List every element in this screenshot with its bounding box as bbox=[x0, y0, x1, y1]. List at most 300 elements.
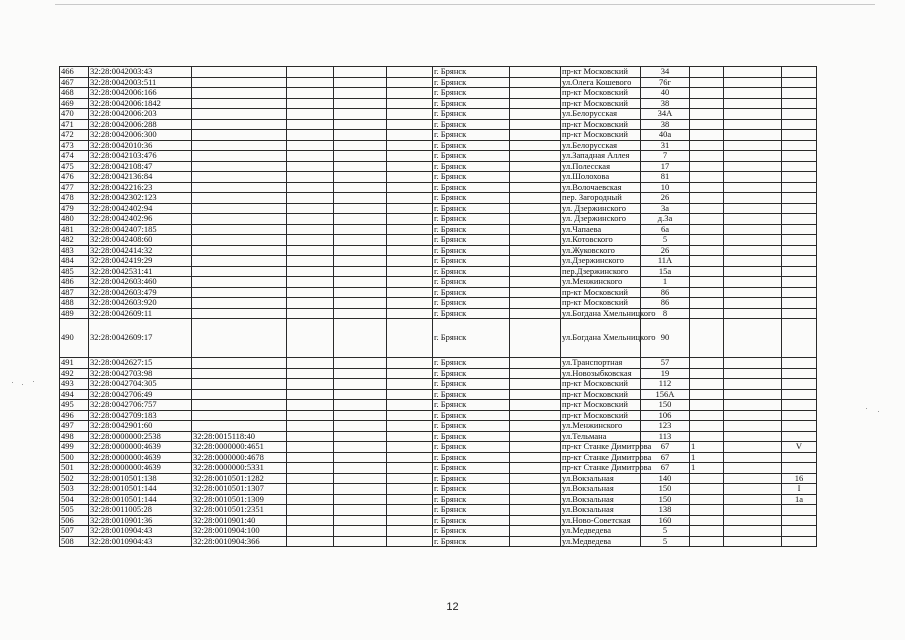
empty-cell bbox=[724, 109, 782, 120]
table-body bbox=[60, 67, 817, 547]
table-row bbox=[60, 442, 817, 453]
street-cell: пр-кт Станке Димитрова bbox=[562, 451, 652, 462]
empty-cell bbox=[724, 161, 782, 172]
city-cell: г. Брянск bbox=[433, 442, 510, 453]
empty-cell bbox=[724, 256, 782, 267]
table-row bbox=[60, 287, 817, 298]
apartment-cell bbox=[782, 400, 817, 411]
building-cell bbox=[690, 266, 724, 277]
table-row bbox=[60, 109, 817, 120]
apartment-cell: 1а bbox=[782, 494, 817, 505]
empty-cell bbox=[510, 67, 561, 78]
row-number-cell: 495 bbox=[60, 400, 89, 411]
city-cell: г. Брянск bbox=[433, 109, 510, 120]
street-cell: ул.Вокзальная bbox=[561, 505, 641, 516]
apartment-cell bbox=[782, 431, 817, 442]
empty-cell bbox=[724, 130, 782, 141]
empty-cell bbox=[334, 214, 387, 225]
empty-cell bbox=[334, 151, 387, 162]
empty-cell bbox=[287, 526, 334, 537]
table-row bbox=[60, 224, 817, 235]
city-cell: г. Брянск bbox=[433, 368, 510, 379]
table-row bbox=[60, 484, 817, 495]
cadastral-number-cell: 32:28:0042407:185 bbox=[89, 224, 192, 235]
parent-cadastral-number-cell bbox=[192, 256, 287, 267]
empty-cell bbox=[724, 67, 782, 78]
street-cell: ул.Чапаева bbox=[561, 224, 641, 235]
street-cell: пр-кт Московский bbox=[561, 88, 641, 99]
empty-cell bbox=[510, 109, 561, 120]
empty-cell bbox=[724, 308, 782, 319]
empty-cell bbox=[510, 203, 561, 214]
cadastral-number-cell: 32:28:0042010:36 bbox=[89, 140, 192, 151]
row-number-cell: 499 bbox=[60, 442, 89, 453]
apartment-cell bbox=[782, 203, 817, 214]
row-number-cell: 500 bbox=[60, 452, 89, 463]
city-cell: г. Брянск bbox=[433, 266, 510, 277]
empty-cell bbox=[387, 526, 433, 537]
empty-cell bbox=[387, 442, 433, 453]
table-row bbox=[60, 463, 817, 474]
street-cell: ул.Богдана Хмельницкого bbox=[562, 307, 656, 318]
house-number-cell: 7 bbox=[641, 151, 690, 162]
empty-cell bbox=[287, 505, 334, 516]
empty-cell bbox=[387, 505, 433, 516]
empty-cell bbox=[510, 235, 561, 246]
parent-cadastral-number-cell bbox=[192, 182, 287, 193]
apartment-cell bbox=[782, 319, 817, 358]
empty-cell bbox=[724, 505, 782, 516]
house-number-cell: 123 bbox=[641, 421, 690, 432]
empty-cell bbox=[287, 214, 334, 225]
empty-cell bbox=[724, 319, 782, 358]
house-number-cell: 5 bbox=[641, 235, 690, 246]
city-cell: г. Брянск bbox=[433, 298, 510, 309]
cadastral-number-cell: 32:28:0042108:47 bbox=[89, 161, 192, 172]
empty-cell bbox=[387, 130, 433, 141]
empty-cell bbox=[334, 379, 387, 390]
empty-cell bbox=[387, 203, 433, 214]
empty-cell bbox=[287, 172, 334, 183]
building-cell bbox=[690, 410, 724, 421]
city-cell: г. Брянск bbox=[433, 400, 510, 411]
street-cell: ул.Дзержинского bbox=[561, 256, 641, 267]
empty-cell bbox=[510, 358, 561, 369]
row-number-cell: 486 bbox=[60, 277, 89, 288]
apartment-cell bbox=[782, 368, 817, 379]
building-cell bbox=[690, 308, 724, 319]
street-cell: ул.Жуковского bbox=[561, 245, 641, 256]
empty-cell bbox=[387, 119, 433, 130]
city-cell: г. Брянск bbox=[433, 358, 510, 369]
apartment-cell bbox=[782, 505, 817, 516]
empty-cell bbox=[510, 536, 561, 547]
table-row bbox=[60, 421, 817, 432]
cadastral-number-cell: 32:28:0042006:300 bbox=[89, 130, 192, 141]
empty-cell bbox=[387, 161, 433, 172]
empty-cell bbox=[510, 389, 561, 400]
city-cell: г. Брянск bbox=[433, 98, 510, 109]
table-row bbox=[60, 308, 817, 319]
building-cell bbox=[690, 400, 724, 411]
empty-cell bbox=[510, 287, 561, 298]
empty-cell bbox=[387, 140, 433, 151]
empty-cell bbox=[724, 442, 782, 453]
street-cell: ул. Дзержинского bbox=[561, 214, 641, 225]
parent-cadastral-number-cell bbox=[192, 319, 287, 358]
empty-cell bbox=[287, 98, 334, 109]
street-cell: ул.Тельмана bbox=[561, 431, 641, 442]
apartment-cell bbox=[782, 452, 817, 463]
empty-cell bbox=[334, 494, 387, 505]
house-number-cell: 26 bbox=[641, 193, 690, 204]
cadastral-number-cell: 32:28:0042408:60 bbox=[89, 235, 192, 246]
parent-cadastral-number-cell bbox=[192, 298, 287, 309]
empty-cell bbox=[724, 298, 782, 309]
cadastral-number-cell: 32:28:0000000:4639 bbox=[89, 452, 192, 463]
empty-cell bbox=[287, 452, 334, 463]
table-row bbox=[60, 193, 817, 204]
table-row bbox=[60, 245, 817, 256]
empty-cell bbox=[334, 473, 387, 484]
house-number-cell: 67 bbox=[641, 463, 690, 474]
row-number-cell: 487 bbox=[60, 287, 89, 298]
apartment-cell bbox=[782, 224, 817, 235]
cadastral-number-cell: 32:28:0000000:4639 bbox=[89, 463, 192, 474]
parent-cadastral-number-cell bbox=[192, 358, 287, 369]
city-cell: г. Брянск bbox=[433, 67, 510, 78]
house-number-cell: 1 bbox=[641, 277, 690, 288]
house-number-cell: 8 bbox=[641, 308, 690, 319]
parent-cadastral-number-cell: 32:28:0015118:40 bbox=[192, 431, 287, 442]
empty-cell bbox=[287, 235, 334, 246]
apartment-cell bbox=[782, 421, 817, 432]
parent-cadastral-number-cell bbox=[192, 308, 287, 319]
house-number-cell: 10 bbox=[641, 182, 690, 193]
street-cell: ул.Волочаевская bbox=[561, 182, 641, 193]
empty-cell bbox=[387, 77, 433, 88]
street-cell: пр-кт Московский bbox=[561, 98, 641, 109]
cadastral-number-cell: 32:28:0000000:2538 bbox=[89, 431, 192, 442]
empty-cell bbox=[387, 98, 433, 109]
apartment-cell bbox=[782, 182, 817, 193]
street-cell: ул.Медведева bbox=[561, 536, 641, 547]
empty-cell bbox=[510, 431, 561, 442]
building-cell bbox=[690, 109, 724, 120]
apartment-cell bbox=[782, 67, 817, 78]
building-cell bbox=[690, 277, 724, 288]
street-cell: ул.Богдана Хмельницкого bbox=[561, 319, 641, 358]
table-row bbox=[60, 235, 817, 246]
empty-cell bbox=[334, 536, 387, 547]
empty-cell bbox=[334, 389, 387, 400]
apartment-cell bbox=[782, 130, 817, 141]
empty-cell bbox=[724, 484, 782, 495]
apartment-cell bbox=[782, 235, 817, 246]
parent-cadastral-number-cell: 32:28:0000000:4651 bbox=[192, 442, 287, 453]
empty-cell bbox=[724, 515, 782, 526]
cadastral-number-cell: 32:28:0042006:166 bbox=[89, 88, 192, 99]
cadastral-number-cell: 32:28:0042402:96 bbox=[89, 214, 192, 225]
empty-cell bbox=[334, 235, 387, 246]
row-number-cell: 503 bbox=[60, 484, 89, 495]
parent-cadastral-number-cell bbox=[192, 277, 287, 288]
apartment-cell bbox=[782, 161, 817, 172]
empty-cell bbox=[387, 400, 433, 411]
table-row bbox=[60, 452, 817, 463]
row-number-cell: 508 bbox=[60, 536, 89, 547]
empty-cell bbox=[287, 287, 334, 298]
cadastral-number-cell: 32:28:0010501:144 bbox=[89, 484, 192, 495]
empty-cell bbox=[287, 203, 334, 214]
cadastral-number-cell: 32:28:0042706:49 bbox=[89, 389, 192, 400]
empty-cell bbox=[510, 319, 561, 358]
empty-cell bbox=[287, 484, 334, 495]
address-register-table bbox=[59, 66, 817, 547]
cadastral-number-cell: 32:28:0010901:36 bbox=[89, 515, 192, 526]
row-number-cell: 478 bbox=[60, 193, 89, 204]
empty-cell bbox=[724, 536, 782, 547]
parent-cadastral-number-cell bbox=[192, 140, 287, 151]
apartment-cell bbox=[782, 266, 817, 277]
empty-cell bbox=[334, 245, 387, 256]
table-row bbox=[60, 410, 817, 421]
row-number-cell: 488 bbox=[60, 298, 89, 309]
apartment-cell bbox=[782, 98, 817, 109]
street-cell: ул.Котовского bbox=[561, 235, 641, 246]
empty-cell bbox=[724, 88, 782, 99]
street-cell: пр-кт Московский bbox=[561, 410, 641, 421]
empty-cell bbox=[287, 277, 334, 288]
empty-cell bbox=[724, 214, 782, 225]
parent-cadastral-number-cell bbox=[192, 379, 287, 390]
cadastral-number-cell: 32:28:0042709:183 bbox=[89, 410, 192, 421]
empty-cell bbox=[510, 98, 561, 109]
empty-cell bbox=[724, 98, 782, 109]
row-number-cell: 473 bbox=[60, 140, 89, 151]
empty-cell bbox=[287, 494, 334, 505]
house-number-cell: 138 bbox=[641, 505, 690, 516]
city-cell: г. Брянск bbox=[433, 308, 510, 319]
empty-cell bbox=[287, 245, 334, 256]
city-cell: г. Брянск bbox=[433, 235, 510, 246]
apartment-cell bbox=[782, 515, 817, 526]
cadastral-number-cell: 32:28:0010501:138 bbox=[89, 473, 192, 484]
table-row bbox=[60, 203, 817, 214]
empty-cell bbox=[334, 172, 387, 183]
empty-cell bbox=[724, 224, 782, 235]
scan-speck bbox=[878, 411, 879, 412]
empty-cell bbox=[387, 287, 433, 298]
table-row bbox=[60, 256, 817, 267]
empty-cell bbox=[387, 224, 433, 235]
empty-cell bbox=[387, 494, 433, 505]
table-row bbox=[60, 515, 817, 526]
row-number-cell: 479 bbox=[60, 203, 89, 214]
building-cell bbox=[690, 298, 724, 309]
empty-cell bbox=[287, 515, 334, 526]
cadastral-number-cell: 32:28:0010904:43 bbox=[89, 526, 192, 537]
city-cell: г. Брянск bbox=[433, 88, 510, 99]
city-cell: г. Брянск bbox=[433, 287, 510, 298]
table-row bbox=[60, 172, 817, 183]
street-cell: ул.Западная Аллея bbox=[561, 151, 641, 162]
empty-cell bbox=[724, 358, 782, 369]
city-cell: г. Брянск bbox=[433, 536, 510, 547]
parent-cadastral-number-cell bbox=[192, 224, 287, 235]
empty-cell bbox=[510, 224, 561, 235]
empty-cell bbox=[287, 67, 334, 78]
empty-cell bbox=[334, 463, 387, 474]
house-number-cell: 6а bbox=[641, 224, 690, 235]
row-number-cell: 470 bbox=[60, 109, 89, 120]
house-number-cell: 150 bbox=[641, 494, 690, 505]
house-number-cell: 3а bbox=[641, 203, 690, 214]
city-cell: г. Брянск bbox=[433, 494, 510, 505]
row-number-cell: 507 bbox=[60, 526, 89, 537]
cadastral-number-cell: 32:28:0042603:920 bbox=[89, 298, 192, 309]
empty-cell bbox=[387, 452, 433, 463]
house-number-cell: 150 bbox=[641, 484, 690, 495]
empty-cell bbox=[387, 277, 433, 288]
empty-cell bbox=[510, 368, 561, 379]
empty-cell bbox=[724, 245, 782, 256]
empty-cell bbox=[287, 319, 334, 358]
parent-cadastral-number-cell bbox=[192, 88, 287, 99]
empty-cell bbox=[510, 505, 561, 516]
empty-cell bbox=[387, 266, 433, 277]
empty-cell bbox=[510, 379, 561, 390]
parent-cadastral-number-cell bbox=[192, 235, 287, 246]
building-cell bbox=[690, 172, 724, 183]
house-number-cell: 67 bbox=[641, 442, 690, 453]
empty-cell bbox=[334, 421, 387, 432]
street-cell: пр-кт Московский bbox=[561, 119, 641, 130]
empty-cell bbox=[387, 515, 433, 526]
parent-cadastral-number-cell bbox=[192, 389, 287, 400]
empty-cell bbox=[510, 473, 561, 484]
empty-cell bbox=[510, 182, 561, 193]
empty-cell bbox=[334, 119, 387, 130]
empty-cell bbox=[387, 88, 433, 99]
parent-cadastral-number-cell bbox=[192, 400, 287, 411]
empty-cell bbox=[334, 266, 387, 277]
empty-cell bbox=[334, 193, 387, 204]
empty-cell bbox=[724, 140, 782, 151]
empty-cell bbox=[334, 88, 387, 99]
table-row bbox=[60, 151, 817, 162]
street-cell: ул. Дзержинского bbox=[561, 203, 641, 214]
empty-cell bbox=[287, 140, 334, 151]
parent-cadastral-number-cell bbox=[192, 214, 287, 225]
parent-cadastral-number-cell bbox=[192, 266, 287, 277]
empty-cell bbox=[287, 77, 334, 88]
empty-cell bbox=[510, 77, 561, 88]
building-cell bbox=[690, 431, 724, 442]
cadastral-number-cell: 32:28:0042103:476 bbox=[89, 151, 192, 162]
building-cell bbox=[690, 140, 724, 151]
empty-cell bbox=[334, 505, 387, 516]
empty-cell bbox=[510, 494, 561, 505]
building-cell bbox=[690, 494, 724, 505]
street-cell: ул.Медведева bbox=[561, 526, 641, 537]
parent-cadastral-number-cell bbox=[192, 203, 287, 214]
empty-cell bbox=[287, 536, 334, 547]
cadastral-number-cell: 32:28:0010904:43 bbox=[89, 536, 192, 547]
empty-cell bbox=[387, 245, 433, 256]
apartment-cell: 16 bbox=[782, 473, 817, 484]
cadastral-number-cell: 32:28:0011005:28 bbox=[89, 505, 192, 516]
building-cell bbox=[690, 77, 724, 88]
house-number-cell: 40а bbox=[641, 130, 690, 141]
building-cell bbox=[690, 161, 724, 172]
city-cell: г. Брянск bbox=[433, 245, 510, 256]
empty-cell bbox=[724, 421, 782, 432]
row-number-cell: 502 bbox=[60, 473, 89, 484]
parent-cadastral-number-cell: 32:28:0010501:1307 bbox=[192, 484, 287, 495]
empty-cell bbox=[387, 319, 433, 358]
empty-cell bbox=[387, 193, 433, 204]
empty-cell bbox=[510, 442, 561, 453]
empty-cell bbox=[510, 88, 561, 99]
cadastral-number-cell: 32:28:0042704:305 bbox=[89, 379, 192, 390]
city-cell: г. Брянск bbox=[433, 151, 510, 162]
apartment-cell bbox=[782, 193, 817, 204]
empty-cell bbox=[334, 224, 387, 235]
city-cell: г. Брянск bbox=[433, 319, 510, 358]
row-number-cell: 498 bbox=[60, 431, 89, 442]
house-number-cell: 106 bbox=[641, 410, 690, 421]
city-cell: г. Брянск bbox=[433, 203, 510, 214]
house-number-cell: 15а bbox=[641, 266, 690, 277]
table-row bbox=[60, 98, 817, 109]
cadastral-number-cell: 32:28:0042703:98 bbox=[89, 368, 192, 379]
building-cell bbox=[690, 484, 724, 495]
empty-cell bbox=[724, 431, 782, 442]
empty-cell bbox=[510, 193, 561, 204]
parent-cadastral-number-cell: 32:28:0010904:100 bbox=[192, 526, 287, 537]
cadastral-number-cell: 32:28:0042006:288 bbox=[89, 119, 192, 130]
city-cell: г. Брянск bbox=[433, 421, 510, 432]
empty-cell bbox=[724, 172, 782, 183]
empty-cell bbox=[387, 473, 433, 484]
empty-cell bbox=[287, 431, 334, 442]
empty-cell bbox=[334, 277, 387, 288]
cadastral-number-cell: 32:28:0042402:94 bbox=[89, 203, 192, 214]
empty-cell bbox=[334, 431, 387, 442]
building-cell bbox=[690, 389, 724, 400]
empty-cell bbox=[387, 358, 433, 369]
house-number-cell: 76г bbox=[641, 77, 690, 88]
building-cell bbox=[690, 536, 724, 547]
building-cell bbox=[690, 130, 724, 141]
table-row bbox=[60, 473, 817, 484]
cadastral-number-cell: 32:28:0042136:84 bbox=[89, 172, 192, 183]
house-number-cell: 81 bbox=[641, 172, 690, 183]
cadastral-number-cell: 32:28:0042901:60 bbox=[89, 421, 192, 432]
building-cell bbox=[690, 88, 724, 99]
building-cell bbox=[690, 67, 724, 78]
street-cell: ул.Транспортная bbox=[561, 358, 641, 369]
empty-cell bbox=[387, 109, 433, 120]
table-row bbox=[60, 277, 817, 288]
empty-cell bbox=[510, 515, 561, 526]
empty-cell bbox=[387, 67, 433, 78]
parent-cadastral-number-cell bbox=[192, 193, 287, 204]
parent-cadastral-number-cell bbox=[192, 98, 287, 109]
empty-cell bbox=[724, 119, 782, 130]
scan-speck bbox=[866, 408, 867, 409]
